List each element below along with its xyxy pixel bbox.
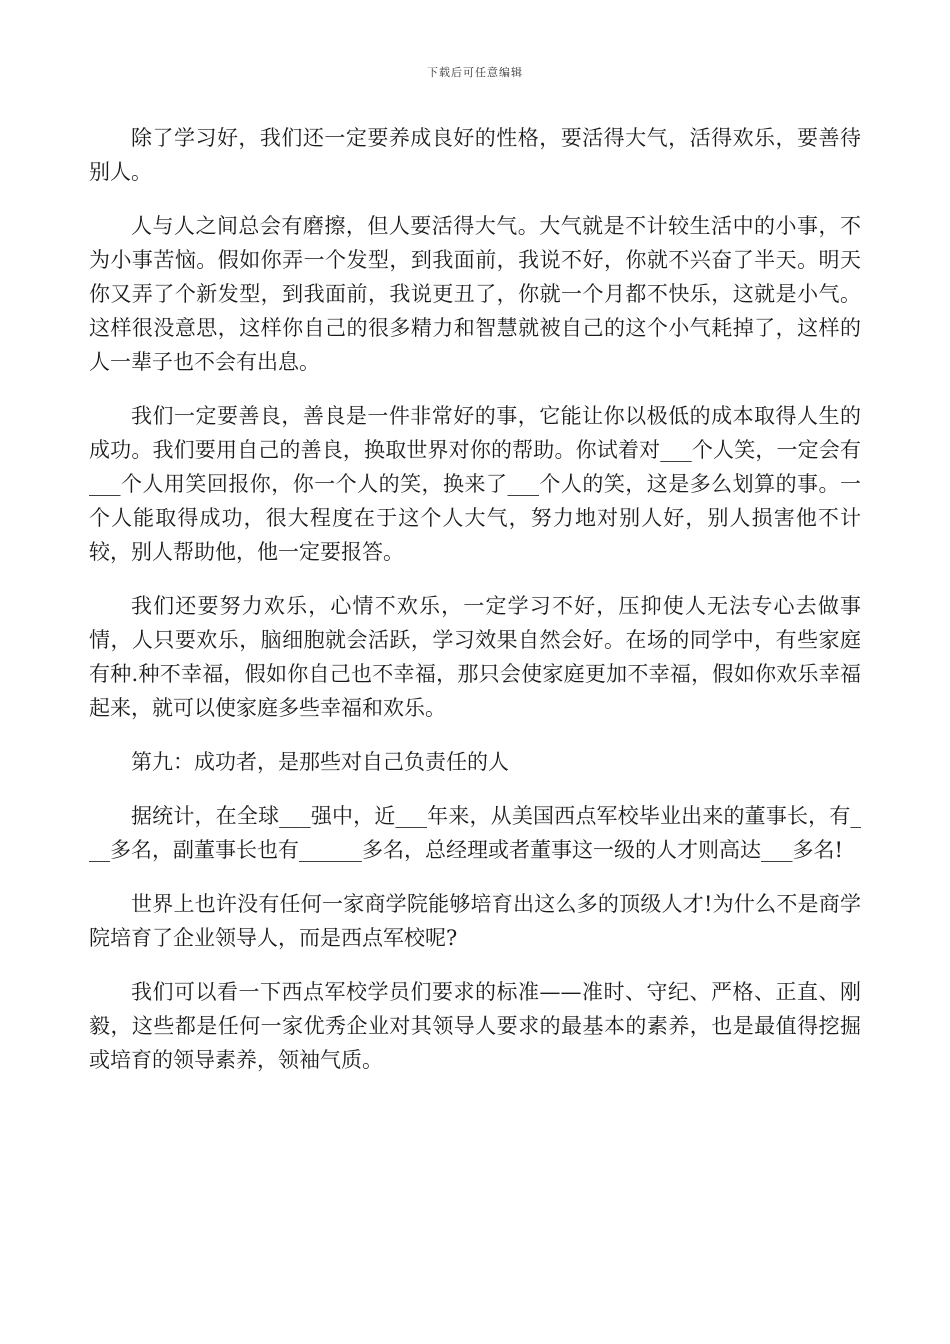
paragraph-west-point-standards: 我们可以看一下西点军校学员们要求的标准——准时、守纪、严格、正直、刚毅，这些都是任何一家优秀企业对其领导人要求的最基本的素养，也是最值得挖掘或培育的领导素养，领袖气质。 [89,980,861,1072]
document-body [89,121,861,1097]
paragraph-be-happy: 我们还要努力欢乐，心情不欢乐，一定学习不好，压抑使人无法专心去做事情，人只要欢乐，脑细胞就会活跃，学习效果自然会好。在场的同学中，有些家庭有种.种不幸福，假如你自己也不幸福，那只会使家庭更加不幸福，假如你欢乐幸福起来，就可以使家庭多些幸福和欢乐。 [89,594,861,720]
paragraph-be-generous: 人与人之间总会有磨擦，但人要活得大气。大气就是不计较生活中的小事，不为小事苦恼。假如你弄一个发型，到我面前，我说不好，你就不兴奋了半天。明天你又弄了个新发型，到我面前，我说更丑了，你就一个月都不快乐，这就是小气。这样很没意思，这样你自己的很多精力和智慧就被自己的这个小气耗掉了，这样的人一辈子也不会有出息。 [89,214,861,374]
section-heading-ninth: 第九：成功者，是那些对自己负责任的人 [131,750,509,774]
paragraph-business-school: 世界上也许没有任何一家商学院能够培育出这么多的顶级人才!为什么不是商学院培育了企业领导人，而是西点军校呢? [89,892,861,950]
paragraph-be-kind: 我们一定要善良，善良是一件非常好的事，它能让你以极低的成本取得人生的成功。我们要用自己的善良，换取世界对你的帮助。你试着对___个人笑，一定会有___个人用笑回报你，你一个人的笑，换来了___个人的笑，这是多么划算的事。一个人能取得成功，很大程度在于这个人大气，努力地对别人好，别人损害他不计较，别人帮助他，他一定要报答。 [89,404,861,564]
page-header: 下载后可任意编辑 [427,66,523,79]
paragraph-statistics: 据统计，在全球___强中，近___年来，从美国西点军校毕业出来的董事长，有___多名，副董事长也有______多名，总经理或者董事这一级的人才则高达___多名! [89,804,861,862]
paragraph-good-character: 除了学习好，我们还一定要养成良好的性格，要活得大气，活得欢乐，要善待别人。 [89,126,861,184]
